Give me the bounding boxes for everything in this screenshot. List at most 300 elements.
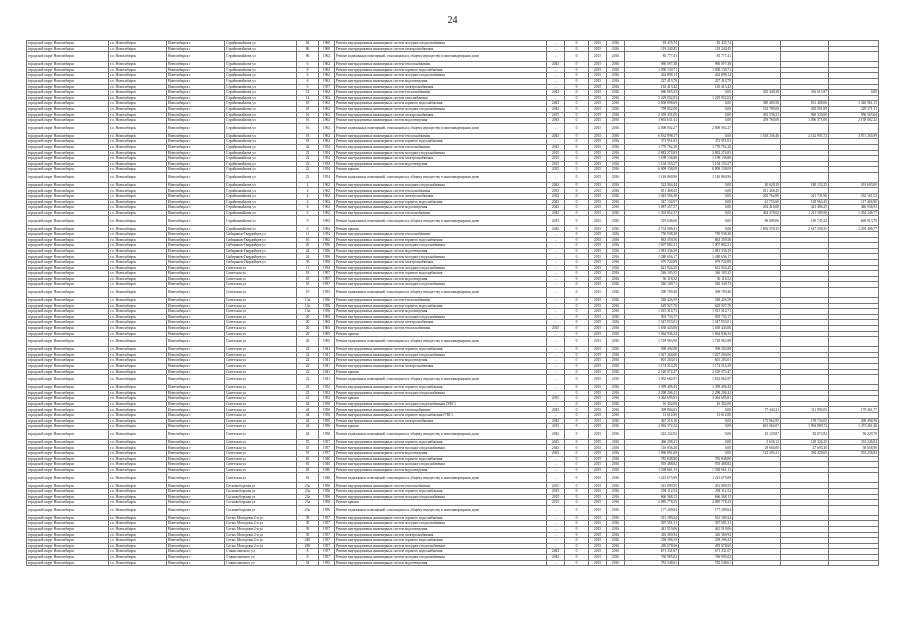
cell-dash: – [547,385,565,391]
cell-amount-4 [781,560,829,566]
cell-house: 14 [297,95,319,101]
cell-house: 20 [297,331,319,337]
cell-year-to: 2016 [607,112,625,118]
cell-description: Ремонт крыши [335,500,547,506]
cell-year: 1954 [319,172,335,182]
cell-street: Советская ул [225,407,297,413]
cell-amount-2: 540 349,71 [679,282,733,288]
cell-locality: г.о. Новосибирск [109,287,167,297]
cell-year-from: 2015 [589,385,607,391]
cell-description: Ремонт подвальных помещений, относящихся к общему имуществу в многоквартирном доме [335,216,547,226]
cell-amount-1: 2 882 274,83 [625,150,679,156]
cell-house: 22 [297,358,319,364]
cell-district: городской округ Новосибирск [27,52,109,62]
cell-amount-1: 1 015 314,71 [625,309,679,315]
cell-dash: 2015 [547,500,565,506]
cell-amount-2: 782 548,61 [679,560,733,566]
cell-description: Ремонт внутридомовых инженерных систем холодного водоснабжения [335,494,547,500]
cell-amount-2: 0,00 [679,118,733,124]
cell-amount-1: 760 985,02 [625,554,679,560]
cell-description: Ремонт внутридомовых инженерных систем холодного водоснабжения [335,265,547,271]
cell-year-to: 2016 [607,210,625,216]
cell-house: 86 [297,52,319,62]
cell-amount-4: 394 429,65 [781,451,829,457]
cell-house: 18 [297,276,319,282]
cell-house: 23 [297,396,319,402]
document-sheet [26,40,878,566]
cell-district: городской округ Новосибирск [27,375,109,385]
cell-street: Стройизмайлова ул [225,205,297,211]
cell-street: Советская ул [225,331,297,337]
cell-year-to: 2016 [607,161,625,167]
cell-year: 1962 [319,73,335,79]
cell-year: 1941 [319,369,335,375]
cell-district: городской округ Новосибирск [27,358,109,364]
cell-year-to: 2016 [607,473,625,483]
cell-house: 55 [297,445,319,451]
cell-year: 1940 [319,467,335,473]
cell-amount-2: 1 729 963,98 [679,337,733,347]
cell-amount-3: 90 609,06 [733,216,781,226]
cell-year: 1962 [319,112,335,118]
cell-description: Ремонт внутридомовых инженерных систем электроснабжения [335,194,547,200]
cell-amount-1: 439 078,60 [625,543,679,549]
cell-amount-1: 903 733,17 [625,314,679,320]
cell-amount-3: 459 760,00 [733,118,781,124]
cell-street: Советская ул [225,320,297,326]
cell-dash: – [547,303,565,309]
cell-description: Ремонт внутридомовых инженерных систем холодного водоснабжения [335,314,547,320]
cell-locality: г.о. Новосибирск [109,309,167,315]
cell-dash: 2015 [547,194,565,200]
cell-amount-5: 0,00 [829,90,879,96]
cell-house: 13а [297,309,319,315]
cell-amount-2: 0,00 [679,407,733,413]
cell-district: городской округ Новосибирск [27,337,109,347]
cell-year: 1941 [319,363,335,369]
cell-description: Ремонт внутридомовых инженерных систем водоотведения [335,358,547,364]
cell-street: Советская ул [225,396,297,402]
cell-district: городской округ Новосибирск [27,78,109,84]
cell-house: 34 [297,560,319,566]
cell-district: городской округ Новосибирск [27,226,109,232]
cell-dash: 2043 [547,199,565,205]
cell-year-to: 2016 [607,182,625,188]
cell-zero: 0 [565,456,589,462]
cell-year-to: 2016 [607,549,625,555]
cell-zero: 0 [565,156,589,162]
cell-year: 1962 [319,95,335,101]
cell-city: Новосибирск г [167,494,225,500]
cell-zero: 0 [565,133,589,139]
cell-year-to: 2016 [607,150,625,156]
cell-zero: 0 [565,462,589,468]
cell-city: Новосибирск г [167,199,225,205]
cell-city: Новосибирск г [167,385,225,391]
cell-description: Ремонт внутридомовых инженерных систем холодного водоснабжения [335,282,547,288]
cell-description: Ремонт крыши [335,226,547,232]
cell-description: Ремонт внутридомовых инженерных систем холодного водоснабжения [335,150,547,156]
cell-city: Новосибирск г [167,172,225,182]
cell-amount-2: 1 015 314,71 [679,309,733,315]
table-row [27,123,879,133]
cell-amount-2: 546 105,35 [679,271,733,277]
cell-amount-1: 116 036,20 [625,445,679,451]
cell-amount-1: 227 413,79 [625,78,679,84]
cell-year-from: 2015 [589,237,607,243]
cell-amount-5: 1 454 246,77 [829,210,879,216]
cell-street: Сибиряков-Гвардейцев ул [225,260,297,266]
cell-year: 1941 [319,352,335,358]
cell-amount-5: 333 246,04 [829,439,879,445]
cell-description: Ремонт подвальных помещений, относящихся к общему имуществу в многоквартирном доме [335,473,547,483]
cell-street: Советская ул [225,418,297,424]
cell-description: Ремонт внутридомовых инженерных систем водоотведения [335,451,547,457]
cell-year-to: 2016 [607,90,625,96]
cell-amount-2: 0,00 [679,216,733,226]
cell-amount-2: 782 848,80 [679,456,733,462]
cell-amount-1: 319 646,06 [625,216,679,226]
cell-dash: – [547,276,565,282]
cell-house: 6 [297,226,319,232]
cell-dash: – [547,369,565,375]
cell-house: 44 [297,407,319,413]
cell-description: Ремонт внутридомовых инженерных систем водоотведения [335,276,547,282]
cell-year: 1957 [319,84,335,90]
cell-zero: 0 [565,73,589,79]
cell-district: городской округ Новосибирск [27,396,109,402]
cell-street: Сотых Молодежи 2-я ул [225,526,297,532]
cell-district: городской округ Новосибирск [27,260,109,266]
cell-amount-1: 56 116,52 [625,276,679,282]
cell-amount-1: 85 777,41 [625,52,679,62]
cell-year: 1956 [319,500,335,506]
cell-year: 1965 [319,320,335,326]
cell-house: 20 [297,320,319,326]
cell-description: Ремонт внутридомовых инженерных систем горячего водоснабжения [335,271,547,277]
cell-zero: 0 [565,396,589,402]
cell-amount-4: 27 693,30 [781,445,829,451]
cell-description: Ремонт внутридомовых инженерных систем горячего водоснабжения [335,101,547,107]
cell-district: городской округ Новосибирск [27,84,109,90]
cell-city: Новосибирск г [167,429,225,439]
cell-amount-1: 2 298 206,22 [625,390,679,396]
cell-dash: – [547,462,565,468]
cell-street: Стройизмайлова ул [225,118,297,124]
cell-year-from: 2015 [589,325,607,331]
cell-street: Стройизмайлова ул [225,106,297,112]
cell-amount-1: 799 052,00 [625,106,679,112]
cell-description: Ремонт внутридомовых инженерных систем холодного водоснабжения [335,554,547,560]
cell-amount-2: 0,00 [679,188,733,194]
cell-dash: – [547,260,565,266]
cell-amount-3: 40 628,19 [733,182,781,188]
cell-street: Станиславского ул [225,554,297,560]
cell-year-from: 2015 [589,560,607,566]
cell-zero: 0 [565,78,589,84]
cell-locality: г.о. Новосибирск [109,205,167,211]
cell-dash: – [547,352,565,358]
cell-year-to: 2016 [607,41,625,47]
cell-zero: 0 [565,363,589,369]
cell-amount-1: 1 303 852,37 [625,210,679,216]
cell-street: Сосновоборская ул [225,494,297,500]
cell-year-from: 2015 [589,451,607,457]
cell-street: Стройизмайлова ул [225,199,297,205]
cell-amount-4 [781,287,829,297]
cell-year: 1962 [319,133,335,139]
cell-dash: – [547,287,565,297]
cell-amount-2: 0,00 [679,451,733,457]
cell-year-from: 2015 [589,46,607,52]
cell-description: Ремонт внутридомовых инженерных систем горячего водоснабжения [335,139,547,145]
cell-city: Новосибирск г [167,337,225,347]
cell-amount-4 [781,52,829,62]
cell-year-from: 2015 [589,248,607,254]
cell-house: 19 [297,287,319,297]
cell-year: 1956 [319,483,335,489]
cell-description: Ремонт внутридомовых инженерных систем электроснабжения [335,112,547,118]
cell-district: городской округ Новосибирск [27,139,109,145]
cell-year-to: 2016 [607,226,625,232]
cell-amount-2: 56 116,52 [679,276,733,282]
cell-year-to: 2016 [607,52,625,62]
cell-zero: 0 [565,62,589,68]
cell-house: 23а [297,489,319,495]
cell-locality: г.о. Новосибирск [109,347,167,353]
cell-year: 1965 [319,331,335,337]
cell-amount-2: 0,00 [679,429,733,439]
cell-house: 23 [297,385,319,391]
cell-description: Ремонт крыши [335,331,547,337]
cell-house: 18 [297,133,319,139]
cell-year-to: 2016 [607,369,625,375]
table-row [27,505,879,515]
cell-amount-2: 262 898,14 [679,73,733,79]
cell-house: 55 [297,439,319,445]
cell-year-to: 2016 [607,413,625,419]
cell-year-to: 2016 [607,101,625,107]
cell-year-from: 2015 [589,407,607,413]
cell-amount-4: 82 872,82 [781,429,829,439]
cell-year: 1957 [319,554,335,560]
cell-description: Ремонт внутридомовых инженерных систем теплоснабжения [335,62,547,68]
cell-house: 65 [297,473,319,483]
cell-street: Советская ул [225,462,297,468]
cell-amount-5: 996 565,64 [829,112,879,118]
cell-dash: – [547,390,565,396]
cell-locality: г.о. Новосибирск [109,101,167,107]
cell-amount-2: 601 203,01 [679,358,733,364]
cell-district: городской округ Новосибирск [27,210,109,216]
cell-zero: 0 [565,554,589,560]
cell-amount-2: 2 520 072,47 [679,369,733,375]
cell-year: 1962 [319,182,335,188]
cell-street: Сосновоборская ул [225,500,297,506]
cell-street: Стройизмайлова ул [225,133,297,139]
cell-house: 16 [297,112,319,118]
cell-amount-1: 811 468,45 [625,188,679,194]
cell-description: Ремонт внутридомовых инженерных систем холодного водоснабжения [335,462,547,468]
cell-zero: 0 [565,265,589,271]
cell-city: Новосибирск г [167,473,225,483]
cell-dash: 2015 [547,216,565,226]
cell-amount-1: 548 426,59 [625,297,679,303]
cell-house: 6 [297,73,319,79]
cell-amount-1: 262 898,14 [625,73,679,79]
cell-year-from: 2015 [589,172,607,182]
cell-year-from: 2015 [589,139,607,145]
cell-year-from: 2015 [589,95,607,101]
cell-house: 22 [297,156,319,162]
cell-locality: г.о. Новосибирск [109,46,167,52]
cell-year: 1962 [319,62,335,68]
cell-zero: 0 [565,445,589,451]
cell-district: городской округ Новосибирск [27,46,109,52]
cell-year-from: 2015 [589,401,607,407]
cell-amount-1: 540 349,71 [625,282,679,288]
cell-dash: 2043 [547,451,565,457]
cell-year: 1956 [319,309,335,315]
cell-amount-2: 621 924,25 [679,265,733,271]
cell-district: городской округ Новосибирск [27,494,109,500]
cell-year: 1962 [319,67,335,73]
cell-zero: 0 [565,424,589,430]
cell-amount-2: 2 298 206,22 [679,390,733,396]
cell-year: 1956 [319,248,335,254]
cell-district: городской округ Новосибирск [27,106,109,112]
cell-amount-2: 1 770 762,20 [679,144,733,150]
cell-amount-2: 629 927,70 [679,303,733,309]
cell-zero: 0 [565,216,589,226]
cell-zero: 0 [565,112,589,118]
cell-amount-2: 85 777,41 [679,52,733,62]
cell-amount-3: 29 684,00 [733,445,781,451]
cell-description: Ремонт внутридомовых инженерных систем теплоснабжения [335,483,547,489]
cell-city: Новосибирск г [167,549,225,555]
cell-year: 1952 [319,385,335,391]
cell-city: Новосибирск г [167,352,225,358]
cell-street: Стройизмайлова ул [225,84,297,90]
cell-amount-1: 1 027 264,06 [625,352,679,358]
cell-house: 65 [297,462,319,468]
cell-locality: г.о. Новосибирск [109,429,167,439]
cell-street: Советская ул [225,314,297,320]
cell-year: 1956 [319,303,335,309]
cell-year-from: 2015 [589,287,607,297]
cell-amount-2: 1 064 846,34 [679,331,733,337]
cell-description: Ремонт внутридомовых инженерных систем электроснабжения [335,84,547,90]
cell-locality: г.о. Новосибирск [109,418,167,424]
cell-locality: г.о. Новосибирск [109,226,167,232]
cell-locality: г.о. Новосибирск [109,106,167,112]
cell-district: городской округ Новосибирск [27,445,109,451]
cell-year: 1954 [319,150,335,156]
cell-district: городской округ Новосибирск [27,521,109,527]
cell-description: Ремонт внутридомовых инженерных систем холодного водоснабжения [335,521,547,527]
cell-year-from: 2015 [589,62,607,68]
cell-year-from: 2015 [589,156,607,162]
table-row [27,216,879,226]
cell-district: городской округ Новосибирск [27,123,109,133]
cell-amount-3: 1 692 378,15 [733,226,781,232]
cell-amount-2: 0,00 [679,205,733,211]
cell-district: городской округ Новосибирск [27,194,109,200]
cell-year-from: 2015 [589,521,607,527]
cell-house: 18 [297,106,319,112]
cell-dash: – [547,271,565,277]
cell-amount-1: 1 280 656,17 [625,254,679,260]
cell-house: 23 [297,390,319,396]
cell-amount-1: 522 364,44 [625,182,679,188]
cell-year-from: 2015 [589,418,607,424]
cell-year-from: 2015 [589,363,607,369]
cell-year-from: 2015 [589,303,607,309]
cell-description: Ремонт внутридомовых инженерных систем электроснабжения [335,320,547,326]
cell-city: Новосибирск г [167,390,225,396]
cell-zero: 0 [565,418,589,424]
cell-zero: 0 [565,347,589,353]
cell-locality: г.о. Новосибирск [109,505,167,515]
cell-amount-2: 439 078,60 [679,543,733,549]
cell-house: 11 [297,265,319,271]
cell-district: городской округ Новосибирск [27,287,109,297]
cell-year-from: 2015 [589,73,607,79]
cell-description: Ремонт внутридомовых инженерных систем газоснабжения [335,95,547,101]
cell-amount-3: 43 129,87 [733,429,781,439]
cell-city: Новосибирск г [167,413,225,419]
cell-description: Ремонт внутридомовых инженерных систем горячего водоснабжения [335,456,547,462]
cell-dash: 2043 [547,407,565,413]
cell-house: 13а [297,297,319,303]
cell-street: Стройизмайлова ул [225,73,297,79]
cell-description: Ремонт внутридомовых инженерных систем холодного водоснабжения (ХВС) [335,401,547,407]
cell-year-from: 2015 [589,167,607,173]
cell-amount-2: 548 426,59 [679,297,733,303]
cell-year: 1940 [319,462,335,468]
cell-year-from: 2015 [589,483,607,489]
cell-locality: г.о. Новосибирск [109,90,167,96]
cell-year: 1962 [319,226,335,232]
cell-amount-1: 2 520 072,47 [625,369,679,375]
cell-amount-4: 1 094 889,74 [781,424,829,430]
cell-district: городской округ Новосибирск [27,243,109,249]
cell-amount-5: 3 871 265,99 [829,133,879,139]
cell-year: 1956 [319,489,335,495]
cell-description: Ремонт внутридомовых инженерных систем горячего водоснабжения [335,549,547,555]
cell-description: Ремонт внутридомовых инженерных систем водоотведения [335,118,547,124]
cell-amount-5: 2 138 062,22 [829,118,879,124]
cell-house: 39 [297,526,319,532]
cell-dash: – [547,46,565,52]
cell-year: 1962 [319,205,335,211]
cell-year-from: 2015 [589,462,607,468]
cell-street: Советская ул [225,375,297,385]
cell-amount-1: 1 104 153,57 [625,161,679,167]
cell-city: Новосибирск г [167,248,225,254]
cell-locality: г.о. Новосибирск [109,243,167,249]
cell-amount-1: 782 848,80 [625,456,679,462]
cell-amount-5: 409 494,56 [829,418,879,424]
table-row [27,429,879,439]
cell-amount-3: 343 449,38 [733,90,781,96]
cell-amount-2: 0,00 [679,90,733,96]
cell-year-from: 2015 [589,369,607,375]
cell-year-from: 2015 [589,260,607,266]
cell-house: 8 [297,549,319,555]
cell-dash: – [547,282,565,288]
cell-amount-2: 1 229 052,03 [679,95,733,101]
